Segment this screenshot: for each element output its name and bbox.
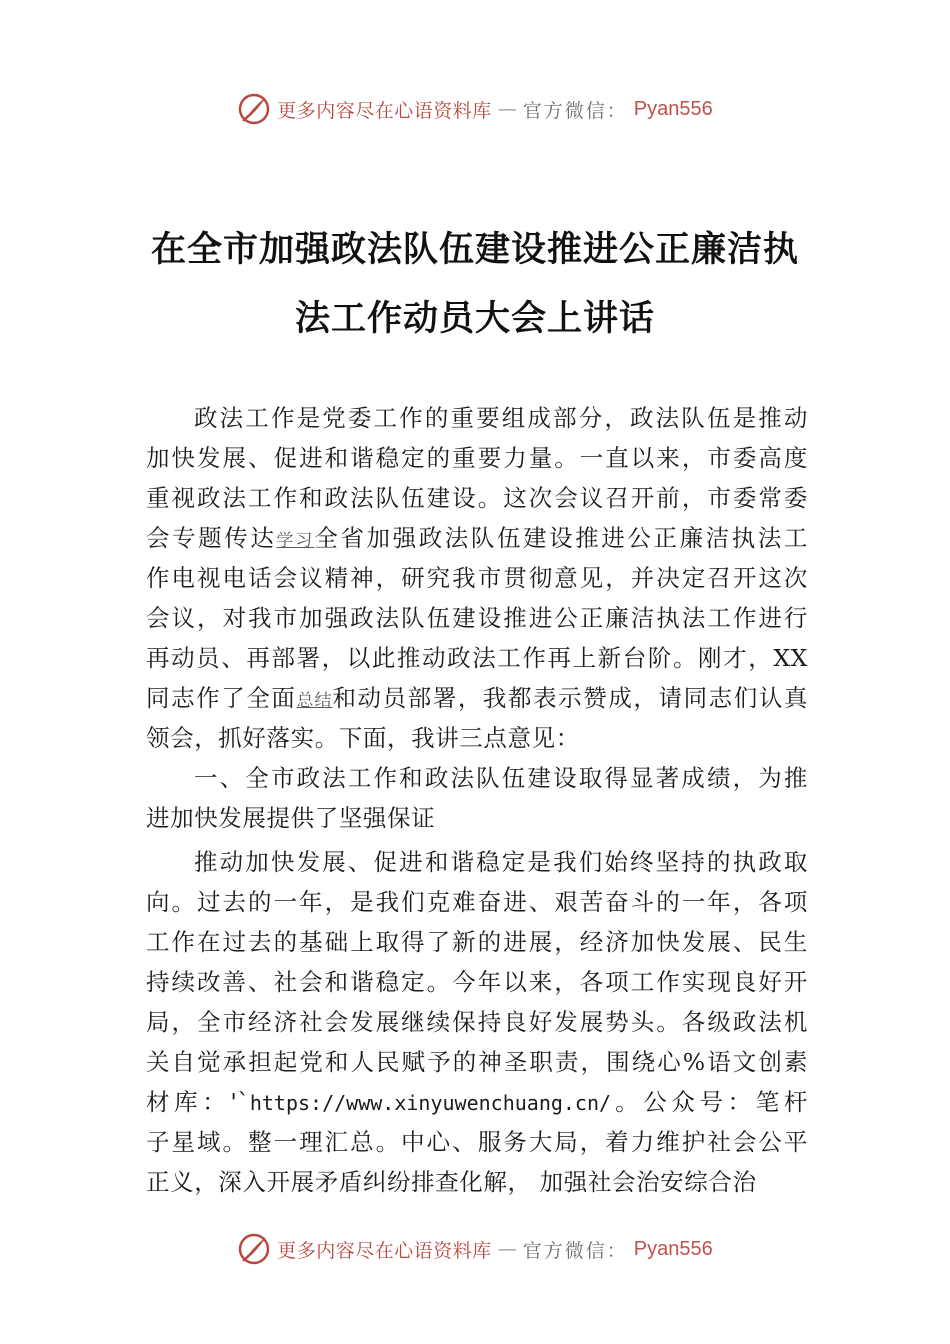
paragraph-2-line: 推动加快发展、促进和谐稳定是我们始终坚持的执政取 [194, 848, 808, 876]
paragraph-1-line: 加快发展、促进和谐稳定的重要力量。一直以来，市委高度 [146, 444, 808, 472]
footer-brand-text: 更多内容尽在心语资料库 [277, 1239, 492, 1262]
paragraph-2-line: 正义，深入开展矛盾纠纷排查化解， 加强社会治安综合治 [146, 1168, 757, 1196]
text-fragment: 全省加强政法队伍建设推进公正廉洁执法工 [314, 524, 808, 552]
section-heading-line: 进加快发展提供了坚强保证 [146, 804, 436, 832]
footer-banner [0, 1232, 950, 1266]
paragraph-1-line: 领会，抓好落实。下面，我讲三点意见： [146, 724, 580, 752]
paragraph-1-line: 政法工作是党委工作的重要组成部分，政法队伍是推动 [194, 404, 808, 432]
quill-pen-icon [237, 1232, 271, 1266]
text-fragment: 。公众号：笔杆 [611, 1088, 809, 1116]
paragraph-1-line: 再动员、再部署，以此推动政法工作再上新台阶。刚才，XX [146, 644, 808, 672]
section-heading-line: 一、全市政法工作和政法队伍建设取得显著成绩，为推 [194, 764, 808, 792]
summary-link[interactable]: 总结 [296, 691, 333, 711]
paragraph-2-line [146, 1082, 808, 1122]
paragraph-1-line: 重视政法工作和政法队伍建设。这次会议召开前，市委常委 [146, 484, 808, 512]
text-fragment: 和动员部署，我都表示赞成，请同志们认真 [332, 684, 808, 712]
paragraph-1-line [146, 678, 808, 718]
paragraph-1-line: 作电视电话会议精神，研究我市贯彻意见，并决定召开这次 [146, 564, 808, 592]
paragraph-1-line: 会议，对我市加强政法队伍建设推进公正廉洁执法工作进行 [146, 604, 808, 632]
document-title-line-1: 在全市加强政法队伍建设推进公正廉洁执 [150, 229, 799, 270]
paragraph-2-line: 关自觉承担起党和人民赋予的神圣职责，围绕心%语文创素 [146, 1048, 808, 1076]
paragraph-1-line [146, 518, 808, 558]
document-body [146, 398, 808, 1202]
quill-pen-icon [237, 92, 271, 126]
paragraph-2-line: 工作在过去的基础上取得了新的进展，经济加快发展、民生 [146, 928, 808, 956]
paragraph-2-line: 持续改善、社会和谐稳定。今年以来，各项工作实现良好开 [146, 968, 808, 996]
text-fragment: 材库：'` [146, 1088, 250, 1116]
header-separator: — [497, 98, 517, 120]
paragraph-2-line: 向。过去的一年，是我们克难奋进、艰苦奋斗的一年，各项 [146, 888, 808, 916]
text-fragment: 同志作了全面 [146, 684, 297, 712]
footer-separator: — [497, 1238, 517, 1260]
header-brand-text: 更多内容尽在心语资料库 [277, 99, 492, 122]
study-link[interactable]: 学习 [276, 531, 315, 551]
header-wechat-label: 官方微信： [522, 99, 628, 122]
paragraph-2-line: 子星域。整一理汇总。中心、服务大局，着力维护社会公平 [146, 1128, 808, 1156]
header-banner [0, 92, 950, 126]
text-fragment: 会专题传达 [146, 524, 277, 552]
paragraph-2-line: 局，全市经济社会发展继续保持良好发展势头。各级政法机 [146, 1008, 808, 1036]
header-wechat-id: Pyan556 [633, 97, 713, 120]
footer-wechat-label: 官方微信： [522, 1239, 628, 1262]
document-title-line-2: 法工作动员大会上讲话 [294, 298, 655, 339]
source-url[interactable]: https://www.xinyuwenchuang.cn/ [249, 1091, 612, 1115]
footer-wechat-id: Pyan556 [633, 1237, 713, 1260]
